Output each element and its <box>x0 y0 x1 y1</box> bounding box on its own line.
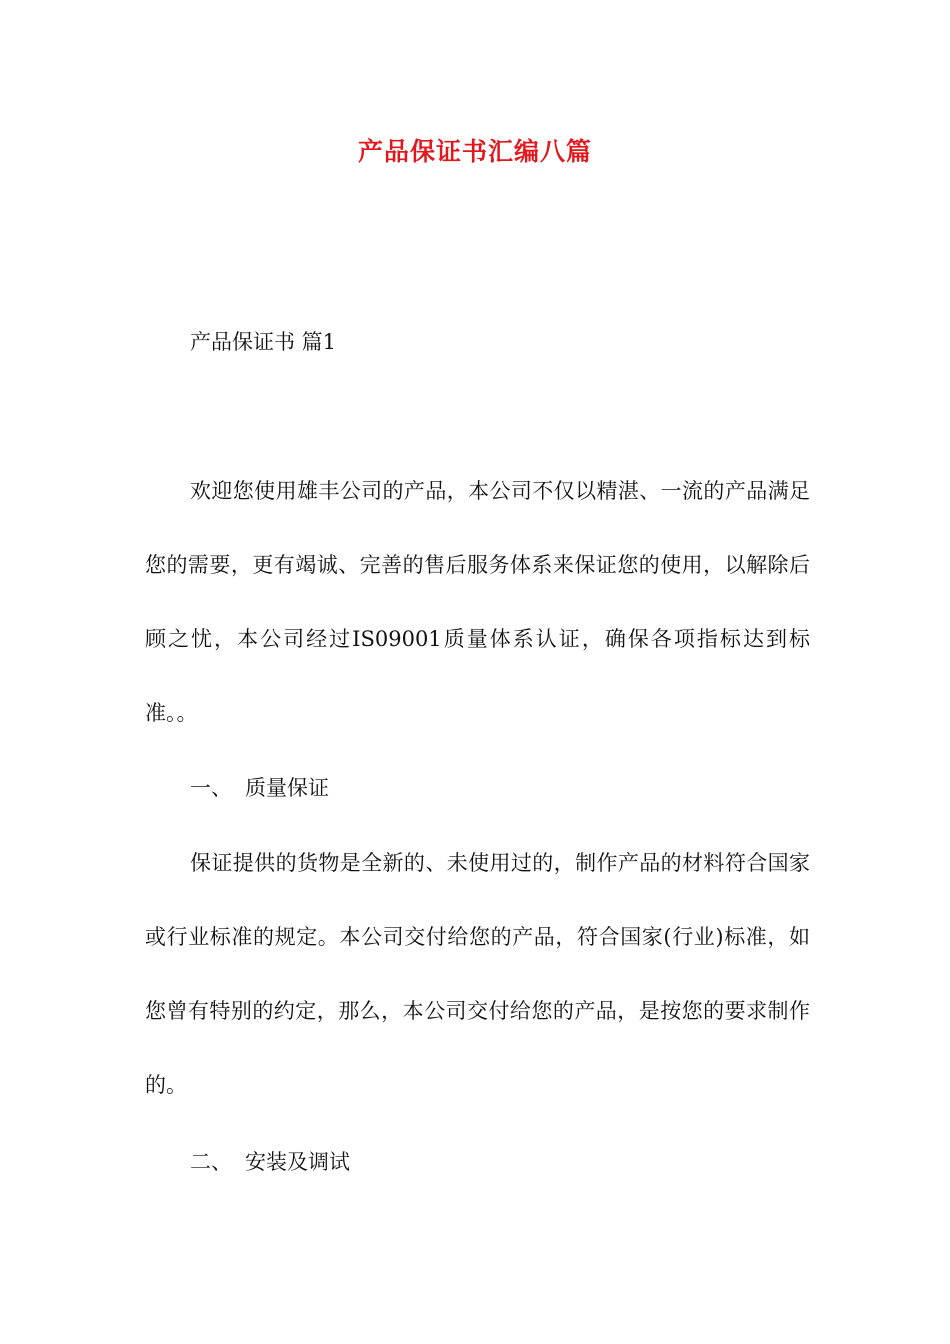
section-heading-quality <box>190 772 329 804</box>
section-subtitle: 产品保证书 篇1 <box>190 330 337 354</box>
section-number: 二、 <box>190 1150 232 1174</box>
section-label: 质量保证 <box>245 776 329 800</box>
intro-paragraph: 欢迎您使用雄丰公司的产品，本公司不仅以精湛、一流的产品满足您的需要，更有竭诚、完善的售后服务体系来保证您的使用，以解除后顾之忧，本公司经过IS09001质量体系认证，确保各项指标达到标准。。 <box>145 479 810 725</box>
quality-paragraph: 保证提供的货物是全新的、未使用过的，制作产品的材料符合国家或行业标准的规定。本公司交付给您的产品，符合国家(行业)标准，如您曾有特别的约定，那么，本公司交付给您的产品，是按您的要求制作的。 <box>145 851 810 1097</box>
document-title: 产品保证书汇编八篇 <box>357 137 592 166</box>
section-heading-installation <box>190 1146 350 1178</box>
section-number: 一、 <box>190 776 232 800</box>
section-label: 安装及调试 <box>245 1150 350 1174</box>
